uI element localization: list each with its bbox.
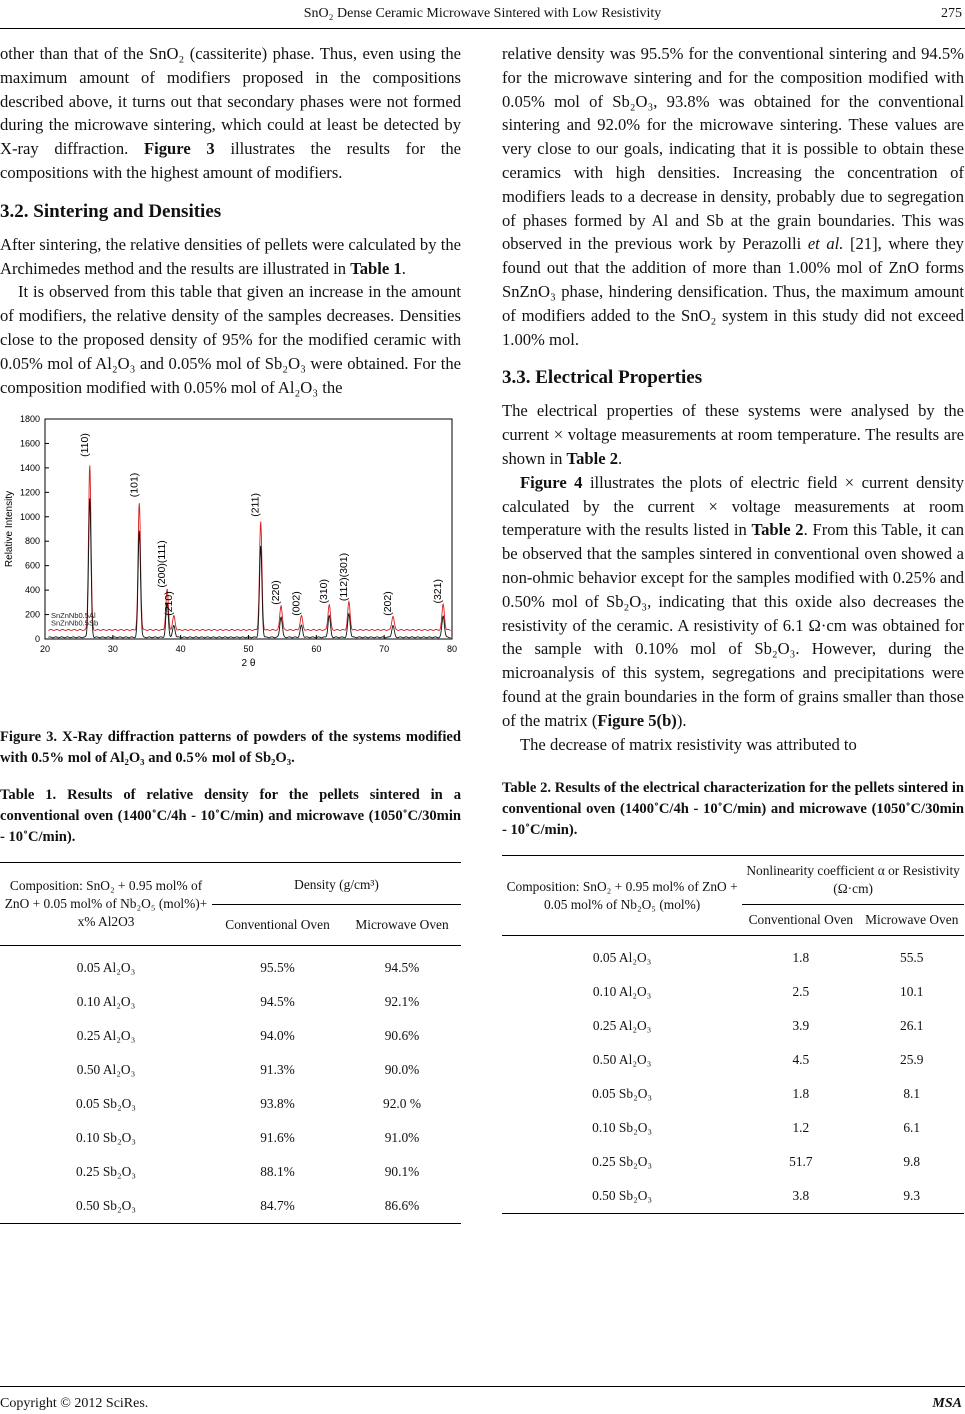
table-cell: 1.8 bbox=[792, 950, 810, 966]
left-column bbox=[0, 42, 461, 1224]
table-row bbox=[0, 1019, 461, 1053]
y-tick-label: 200 bbox=[24, 609, 40, 620]
table-cell: 0.25 Al₂O₃ bbox=[76, 1028, 136, 1044]
x-tick-label: 80 bbox=[446, 644, 458, 655]
table-cell: 0.50 Sb₂O₃ bbox=[592, 1188, 653, 1204]
col-composition: Composition: SnO₂ + 0.95 mol% of ZnO + 0.05 mol% of Nb₂O₅ (mol%) bbox=[502, 856, 742, 936]
x-tick-label: 30 bbox=[107, 644, 118, 655]
table-cell: 0.50 Sb₂O₃ bbox=[76, 1198, 136, 1214]
footer-rule bbox=[0, 1386, 965, 1387]
paragraph: relative density was 95.5% for the conventional sintering and 94.5% for the microwave sintering and for the composition modified with 0.05% mol of Sb₂O₃, 93.8% was obtained for the conventional sintering and 92.0% for the microwave sintering. These values are very close to our goals, indicating that it is possible to obtain these ceramics with high densities. Increasing the concentration of modifiers leads to a decrease in density, probably due to segregation of phases formed by Al and Sb at the grain boundaries. This was observed in the previous work by Perazolli et al. [21], where they found out that the addition of more than 1.00% mol of ZnO forms SnZnO₃ phase, hindering densification. Thus, the maximum amount of modifiers added to the SnO₂ system in this study did not exceed 1.00% mol. bbox=[502, 44, 964, 349]
header-rule bbox=[0, 28, 965, 29]
table-cell: 3.9 bbox=[792, 1018, 810, 1034]
figure-ref[interactable]: Figure 4 bbox=[520, 472, 583, 492]
table-cell: 91.3% bbox=[260, 1062, 295, 1078]
peak-label: (002) bbox=[290, 591, 303, 617]
right-column bbox=[502, 42, 964, 1214]
table-caption: Table 1. Results of relative density for the pellets sintered in a conventional oven (1400˚C/4h - 10˚C/min) and microwave (1050˚C/30min - 10˚C/min). bbox=[0, 787, 461, 846]
peak-label: (310) bbox=[318, 579, 331, 604]
table-row bbox=[502, 936, 964, 976]
peak-label: (321) bbox=[432, 579, 445, 604]
peak-label: (101) bbox=[128, 473, 141, 498]
col-microwave: Microwave Oven bbox=[355, 917, 449, 933]
paragraph: It is observed from this table that given an increase in the amount of modifiers, the relative density of the samples decreases. Densities close to the proposed density of 95% for the modified ceramic with 0.05% mol of Al₂O₃ and 0.05% mol of Sb₂O₃ were obtained. For the composition modified with 0.05% mol of Al₂O₃ the bbox=[0, 282, 461, 397]
paragraph: other than that of the SnO₂ (cassiterite) phase. Thus, even using the maximum amount of modifiers proposed in the compositions described above, it turns out that secondary phases were not formed during the microwave sintering, which could at least be detected by X-ray diffraction. Figure 3 illustrates the results for the compositions with the highest amount of modifiers. bbox=[0, 44, 461, 182]
section-heading: 3.3. Electrical Properties bbox=[502, 367, 703, 389]
table-cell: 91.6% bbox=[260, 1130, 295, 1146]
y-tick-label: 400 bbox=[24, 585, 40, 596]
table-ref[interactable]: Table 1 bbox=[350, 258, 402, 278]
table-cell: 0.25 Sb₂O₃ bbox=[76, 1164, 136, 1180]
table-row bbox=[0, 1121, 461, 1155]
y-tick-label: 600 bbox=[24, 561, 40, 572]
col-nonlinearity: Nonlinearity coefficient α or Resistivity (Ω·cm) bbox=[742, 856, 964, 905]
col-conventional: Conventional Oven bbox=[748, 912, 854, 928]
table-cell: 0.10 Sb₂O₃ bbox=[592, 1120, 653, 1136]
peak-label: (112)(301) bbox=[337, 553, 350, 602]
table-cell: 0.25 Sb₂O₃ bbox=[592, 1154, 653, 1170]
figure-ref[interactable]: Figure 3 bbox=[144, 139, 215, 159]
table-cell: 1.2 bbox=[792, 1120, 810, 1136]
table-cell: 90.6% bbox=[384, 1028, 420, 1044]
xrd-chart bbox=[0, 411, 461, 721]
table-cell: 91.0% bbox=[384, 1130, 420, 1146]
table-cell: 92.1% bbox=[384, 994, 420, 1010]
col-conventional: Conventional Oven bbox=[225, 917, 330, 933]
table-cell: 0.05 Al₂O₃ bbox=[592, 950, 652, 966]
y-tick-label: 1000 bbox=[19, 512, 40, 523]
figure-ref[interactable]: Figure 5(b) bbox=[597, 710, 677, 730]
table-cell: 0.05 Al₂O₃ bbox=[76, 960, 136, 976]
peak-label: (211) bbox=[249, 493, 262, 518]
table-cell: 0.10 Sb₂O₃ bbox=[76, 1130, 136, 1146]
table-row bbox=[0, 1189, 461, 1224]
table-cell: 0.05 Sb₂O₃ bbox=[76, 1096, 136, 1112]
peak-label: (210) bbox=[162, 591, 175, 617]
table-row bbox=[0, 1087, 461, 1121]
running-title: SnO₂ Dense Ceramic Microwave Sintered with Low Resistivity bbox=[303, 6, 662, 21]
table-ref[interactable]: Table 2 bbox=[751, 520, 804, 540]
peak-label: (220) bbox=[270, 580, 283, 606]
density-table bbox=[0, 862, 461, 1224]
series-line bbox=[48, 499, 450, 639]
y-tick-label: 1600 bbox=[19, 438, 40, 449]
table-cell: 93.8% bbox=[260, 1096, 295, 1112]
table-cell: 92.0 % bbox=[383, 1096, 421, 1112]
table-caption: Table 2. Results of the electrical characterization for the pellets sintered in conventional oven (1400˚C/4h - 10˚C/min) and microwave (1050˚C/30min - 10˚C/min). bbox=[502, 780, 964, 839]
table-row bbox=[0, 1053, 461, 1087]
table-row bbox=[502, 975, 964, 1009]
table-cell: 4.5 bbox=[792, 1052, 810, 1068]
x-tick-label: 20 bbox=[39, 644, 51, 655]
x-tick-label: 50 bbox=[243, 644, 254, 655]
table-cell: 88.1% bbox=[260, 1164, 295, 1180]
table-cell: 94.0% bbox=[260, 1028, 295, 1044]
table-cell: 9.3 bbox=[903, 1188, 921, 1204]
table-cell: 0.50 Al₂O₃ bbox=[592, 1052, 652, 1068]
peak-label: (110) bbox=[78, 433, 91, 458]
table-cell: 6.1 bbox=[903, 1120, 921, 1136]
y-tick-label: 800 bbox=[24, 536, 40, 547]
xrd-figure bbox=[0, 411, 461, 721]
y-tick-label: 1200 bbox=[19, 487, 40, 498]
y-axis-label: Relative Intensity bbox=[4, 491, 15, 568]
paragraph: The decrease of matrix resistivity was attributed to bbox=[520, 734, 857, 754]
col-microwave: Microwave Oven bbox=[865, 912, 959, 928]
table-cell: 51.7 bbox=[789, 1154, 813, 1170]
table-cell: 90.1% bbox=[384, 1164, 420, 1180]
table-cell: 90.0% bbox=[384, 1062, 420, 1078]
table-cell: 0.10 Al₂O₃ bbox=[76, 994, 136, 1010]
table-row bbox=[0, 946, 461, 986]
section-heading: 3.2. Sintering and Densities bbox=[0, 200, 222, 222]
x-tick-label: 70 bbox=[379, 644, 390, 655]
peak-label: (200)(111) bbox=[156, 540, 169, 589]
table-cell: 0.10 Al₂O₃ bbox=[592, 984, 652, 1000]
table-cell: 3.8 bbox=[792, 1188, 810, 1204]
table-cell: 26.1 bbox=[900, 1018, 924, 1034]
table-cell: 8.1 bbox=[903, 1086, 921, 1102]
y-tick-label: 1400 bbox=[19, 463, 40, 474]
table-cell: 0.05 Sb₂O₃ bbox=[592, 1086, 653, 1102]
table-row bbox=[502, 1145, 964, 1179]
page-number: 275 bbox=[941, 6, 962, 21]
density-table-body bbox=[0, 946, 461, 1224]
table-row bbox=[502, 1111, 964, 1145]
col-composition: Composition: SnO₂ + 0.95 mol% of ZnO + 0.05 mol% of Nb₂O₅ (mol%)+ x% Al2O3 bbox=[0, 863, 212, 946]
electrical-table-body bbox=[502, 936, 964, 1214]
paragraph: After sintering, the relative densities of pellets were calculated by the Archimedes method and the results are illustrated in Table 1. bbox=[0, 234, 461, 278]
x-tick-label: 40 bbox=[175, 644, 186, 655]
table-cell: 86.6% bbox=[384, 1198, 420, 1214]
figure-caption: Figure 3. X-Ray diffraction patterns of powders of the systems modified with 0.5% mol of Al₂O₃ and 0.5% mol of Sb₂O₃. bbox=[0, 729, 461, 767]
y-tick-label: 0 bbox=[34, 634, 40, 645]
table-cell: 94.5% bbox=[384, 960, 420, 976]
table-cell: 25.9 bbox=[900, 1052, 924, 1068]
table-row bbox=[502, 1077, 964, 1111]
table-row bbox=[0, 1155, 461, 1189]
table-cell: 84.7% bbox=[260, 1198, 295, 1214]
table-cell: 0.25 Al₂O₃ bbox=[592, 1018, 652, 1034]
table-cell: 1.8 bbox=[792, 1086, 810, 1102]
col-density: Density (g/cm³) bbox=[212, 863, 461, 905]
x-tick-label: 60 bbox=[311, 644, 322, 655]
table-ref[interactable]: Table 2 bbox=[566, 448, 619, 468]
x-axis-label: 2 θ bbox=[241, 658, 256, 670]
table-cell: 0.50 Al₂O₃ bbox=[76, 1062, 136, 1078]
page-header bbox=[0, 0, 965, 30]
table-row bbox=[0, 985, 461, 1019]
table-cell: 55.5 bbox=[900, 950, 924, 966]
table-row bbox=[502, 1043, 964, 1077]
paragraph: Figure 4 illustrates the plots of electric field × current density calculated by the current × voltage measurements at room temperature with the results listed in Table 2. From this Table, it can be observed that the samples sintered in conventional oven showed a non-ohmic behavior except for the samples modified with 0.25% and 0.50% mol of Sb₂O₃, indicating that this oxide also decreases the resistivity of the ceramic. A resistivity of 6.1 Ω·cm was obtained for the sample with 0.10% mol of Sb₂O₃. However, during the microanalysis of this system, segregations and precipitations were found at the grain boundaries in the form of grains smaller than those of the matrix (Figure 5(b)). bbox=[502, 472, 965, 730]
peak-label: (202) bbox=[381, 591, 394, 617]
series-label: SnZnNb0.5Sb bbox=[51, 618, 99, 628]
journal-name: MSA bbox=[932, 1396, 962, 1411]
electrical-table bbox=[502, 855, 964, 1214]
table-cell: 10.1 bbox=[900, 984, 924, 1000]
table-cell: 9.8 bbox=[903, 1154, 921, 1170]
table-row bbox=[502, 1009, 964, 1043]
table-row bbox=[502, 1179, 964, 1214]
series-label: SnZnNb0.5Al bbox=[51, 611, 96, 621]
table-cell: 2.5 bbox=[792, 984, 810, 1000]
paragraph: The electrical properties of these systems were analysed by the current × voltage measurements at room temperature. The results are shown in Table 2. bbox=[502, 401, 964, 468]
copyright: Copyright © 2012 SciRes. bbox=[0, 1396, 149, 1411]
table-cell: 94.5% bbox=[260, 994, 295, 1010]
y-tick-label: 1800 bbox=[19, 414, 40, 425]
table-cell: 95.5% bbox=[260, 960, 295, 976]
